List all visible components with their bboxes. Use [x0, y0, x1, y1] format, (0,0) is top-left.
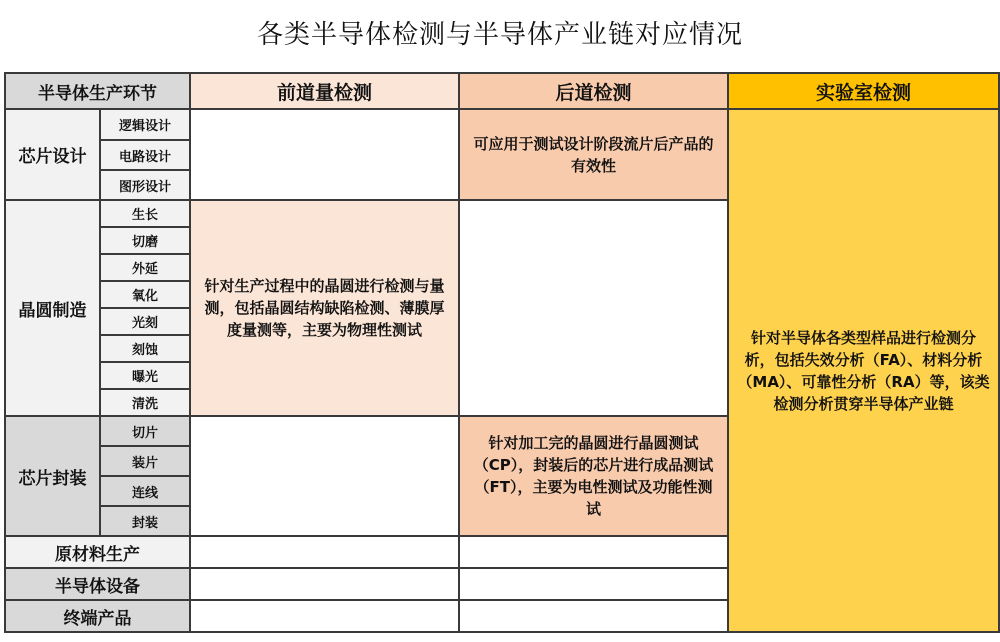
sub-item: 生长 [100, 200, 190, 227]
row-end-products: 终端产品 [5, 600, 190, 632]
sub-item: 光刻 [100, 308, 190, 335]
empty-cell [459, 568, 728, 600]
header-stage: 半导体生产环节 [5, 73, 190, 109]
page-title: 各类半导体检测与半导体产业链对应情况 [256, 20, 743, 50]
sub-item: 图形设计 [100, 170, 190, 200]
empty-cell [459, 200, 728, 416]
header-lab-inspection: 实验室检测 [728, 73, 999, 109]
empty-cell [190, 568, 459, 600]
empty-cell [190, 416, 459, 536]
cell-back-design: 可应用于测试设计阶段流片后产品的有效性 [459, 109, 728, 200]
sub-item: 装片 [100, 446, 190, 476]
empty-cell [459, 600, 728, 632]
group-wafer-fab: 晶圆制造 [5, 200, 100, 416]
sub-item: 氧化 [100, 281, 190, 308]
sub-item: 切磨 [100, 227, 190, 254]
sub-item: 清洗 [100, 389, 190, 416]
empty-cell [190, 600, 459, 632]
row-equipment: 半导体设备 [5, 568, 190, 600]
cell-lab-all: 针对半导体各类型样品进行检测分析，包括失效分析（FA）、材料分析（MA）、可靠性分析（RA）等，该类检测分析贯穿半导体产业链 [728, 109, 999, 632]
row-raw-materials: 原材料生产 [5, 536, 190, 568]
sub-item: 刻蚀 [100, 335, 190, 362]
sub-item: 外延 [100, 254, 190, 281]
empty-cell [190, 109, 459, 200]
empty-cell [459, 536, 728, 568]
cell-back-packaging: 针对加工完的晶圆进行晶圆测试（CP），封装后的芯片进行成品测试（FT），主要为电性测试及功能性测试 [459, 416, 728, 536]
sub-item: 切片 [100, 416, 190, 446]
group-packaging: 芯片封装 [5, 416, 100, 536]
sub-item: 曝光 [100, 362, 190, 389]
group-chip-design: 芯片设计 [5, 109, 100, 200]
sub-item: 逻辑设计 [100, 109, 190, 140]
cell-front-wafer: 针对生产过程中的晶圆进行检测与量测，包括晶圆结构缺陷检测、薄膜厚度量测等，主要为物理性测试 [190, 200, 459, 416]
sub-item: 封装 [100, 506, 190, 536]
header-front-inspection: 前道量检测 [190, 73, 459, 109]
sub-item: 电路设计 [100, 140, 190, 170]
sub-item: 连线 [100, 476, 190, 506]
empty-cell [190, 536, 459, 568]
header-back-inspection: 后道检测 [459, 73, 728, 109]
industry-chain-table [4, 72, 1000, 633]
